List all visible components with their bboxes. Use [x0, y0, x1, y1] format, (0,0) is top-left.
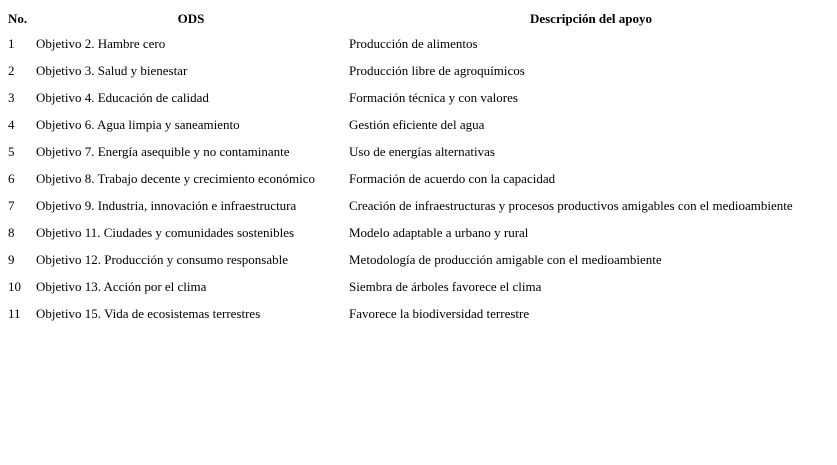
row-ods: Objetivo 7. Energía asequible y no contaminante [36, 144, 290, 159]
row-ods: Objetivo 6. Agua limpia y saneamiento [36, 117, 240, 132]
table-row [4, 111, 836, 138]
row-number: 2 [8, 63, 15, 78]
row-description: Modelo adaptable a urbano y rural [349, 225, 529, 240]
row-description: Gestión eficiente del agua [349, 117, 485, 132]
header-description: Descripción del apoyo [529, 10, 653, 26]
table-row [4, 84, 836, 111]
row-description: Siembra de árboles favorece el clima [349, 279, 542, 294]
header-no: No. [8, 10, 28, 26]
row-ods: Objetivo 4. Educación de calidad [36, 90, 209, 105]
row-number: 5 [8, 144, 15, 159]
row-description: Formación técnica y con valores [349, 90, 518, 105]
row-number: 6 [8, 171, 15, 186]
row-description: Uso de energías alternativas [349, 144, 495, 159]
row-description: Formación de acuerdo con la capacidad [349, 171, 556, 186]
table-row [4, 273, 836, 300]
row-number: 11 [8, 306, 21, 321]
row-description: Creación de infraestructuras y procesos productivos amigables con el medioambiente [349, 198, 793, 213]
row-ods: Objetivo 13. Acción por el clima [36, 279, 207, 294]
table-row [4, 165, 836, 192]
row-ods: Objetivo 15. Vida de ecosistemas terrestres [36, 306, 261, 321]
table-row [4, 57, 836, 84]
row-number: 10 [8, 279, 21, 294]
row-number: 1 [8, 36, 15, 51]
row-number: 7 [8, 198, 15, 213]
row-number: 3 [8, 90, 15, 105]
row-ods: Objetivo 3. Salud y bienestar [36, 63, 188, 78]
row-number: 8 [8, 225, 15, 240]
row-description: Producción de alimentos [349, 36, 478, 51]
row-ods: Objetivo 2. Hambre cero [36, 36, 166, 51]
ods-support-table [4, 6, 836, 327]
row-ods: Objetivo 12. Producción y consumo responsable [36, 252, 289, 267]
row-description: Favorece la biodiversidad terrestre [349, 306, 530, 321]
table-header-row [4, 6, 836, 30]
table-row [4, 219, 836, 246]
row-description: Metodología de producción amigable con el medioambiente [349, 252, 662, 267]
row-description: Producción libre de agroquímicos [349, 63, 525, 78]
table-row [4, 138, 836, 165]
row-number: 4 [8, 117, 15, 132]
header-ods: ODS [177, 10, 205, 26]
table-row [4, 192, 836, 219]
row-ods: Objetivo 8. Trabajo decente y crecimiento económico [36, 171, 316, 186]
table-row [4, 246, 836, 273]
table-row [4, 300, 836, 327]
row-number: 9 [8, 252, 15, 267]
table-row [4, 30, 836, 57]
row-ods: Objetivo 11. Ciudades y comunidades sostenibles [36, 225, 295, 240]
row-ods: Objetivo 9. Industria, innovación e infraestructura [36, 198, 297, 213]
